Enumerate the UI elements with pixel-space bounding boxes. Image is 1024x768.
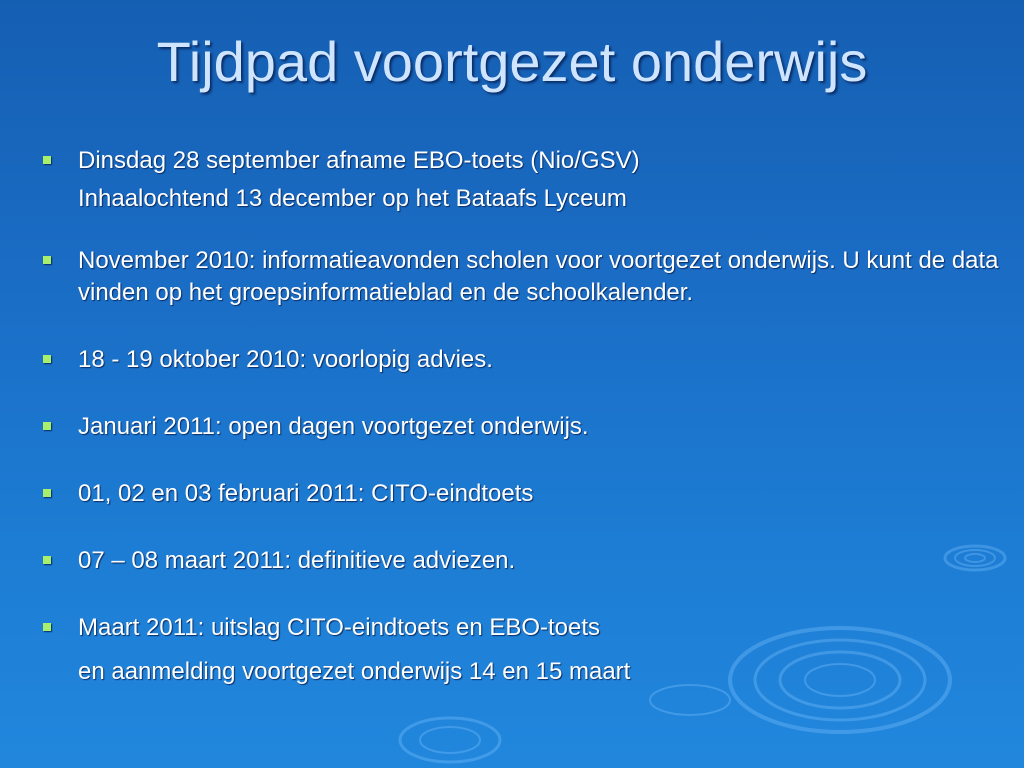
bullet-item-voorlopig-advies [40, 344, 1010, 376]
bullet-item-open-dagen [40, 411, 1010, 443]
square-bullet-icon [43, 422, 51, 430]
bullet-item-cito-eindtoets [40, 478, 1010, 510]
bullet-subtext: en aanmelding voortgezet onderwijs 14 en 15 maart [78, 658, 631, 685]
square-bullet-icon [43, 355, 51, 363]
bullet-item-uitslag-cito [40, 612, 1010, 688]
square-bullet-icon [43, 156, 51, 164]
bullet-item-definitieve-adviezen [40, 545, 1010, 577]
slide-title: Tijdpad voortgezet onderwijs [156, 30, 868, 93]
bullet-text: Dinsdag 28 september afname EBO-toets (Nio/GSV) [78, 147, 640, 174]
bullet-item-november-2010 [40, 245, 1010, 309]
bullet-text: 07 – 08 maart 2011: definitieve adviezen. [78, 547, 516, 574]
bullet-text: 18 - 19 oktober 2010: voorlopig advies. [78, 346, 493, 373]
bullet-text: Maart 2011: uitslag CITO-eindtoets en EBO-toets [78, 614, 601, 641]
bullet-item-ebo-toets [40, 145, 1010, 215]
bullet-text: Januari 2011: open dagen voortgezet onderwijs. [78, 413, 589, 440]
timeline-bullet-list [40, 145, 1010, 688]
square-bullet-icon [43, 489, 51, 497]
bullet-subtext: Inhaalochtend 13 december op het Bataafs Lyceum [78, 185, 627, 212]
square-bullet-icon [43, 623, 51, 631]
square-bullet-icon [43, 256, 51, 264]
bullet-text: 01, 02 en 03 februari 2011: CITO-eindtoets [78, 480, 534, 507]
square-bullet-icon [43, 556, 51, 564]
bullet-text: November 2010: informatieavonden scholen voor voortgezet onderwijs. U kunt de data vinden op het groepsinformatieblad en de schoolkalender. [78, 247, 999, 306]
